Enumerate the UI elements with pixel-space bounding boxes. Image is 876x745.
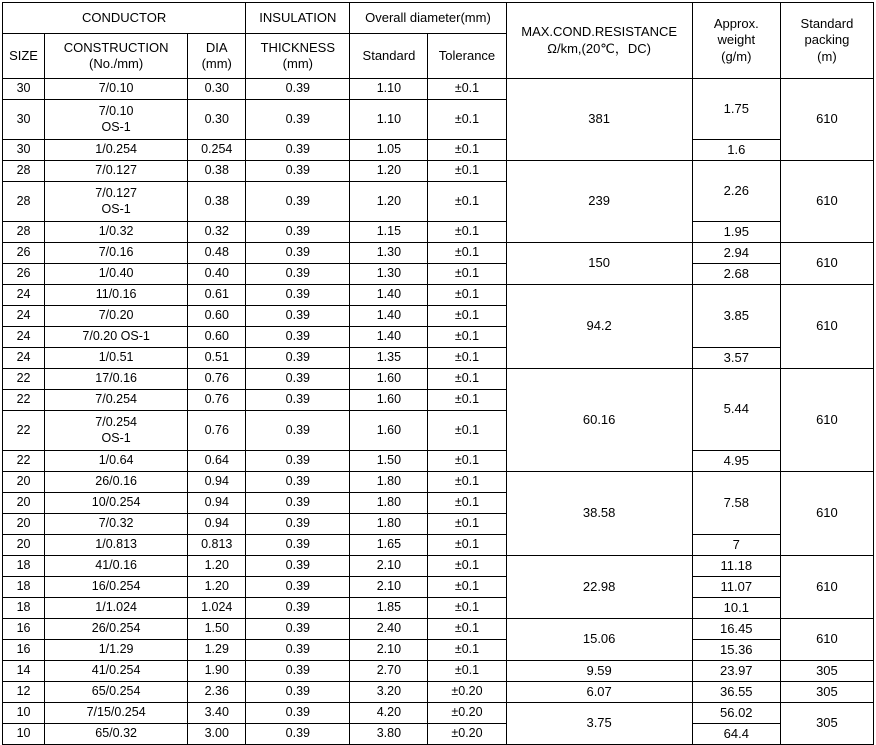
cell-size: 18: [3, 556, 45, 577]
cell-dia: 1.50: [188, 619, 246, 640]
header-group-insulation: INSULATION: [246, 3, 350, 34]
cell-size: 28: [3, 182, 45, 222]
cell-standard-diameter: 2.40: [350, 619, 428, 640]
construction-line2: OS-1: [101, 430, 131, 445]
cell-size: 10: [3, 724, 45, 745]
cell-tolerance: ±0.1: [428, 535, 506, 556]
header-dia: [188, 34, 246, 79]
cell-tolerance: ±0.1: [428, 556, 506, 577]
cell-dia: 3.00: [188, 724, 246, 745]
wire-specification-table: [2, 2, 874, 745]
cell-thickness: 0.39: [246, 369, 350, 390]
cell-weight: 10.1: [692, 598, 780, 619]
cell-size: 30: [3, 100, 45, 140]
cell-standard-diameter: 1.60: [350, 390, 428, 411]
cell-weight: 7: [692, 535, 780, 556]
cell-construction: [45, 100, 188, 140]
cell-thickness: 0.39: [246, 390, 350, 411]
table-body: [3, 79, 874, 745]
cell-standard-diameter: 1.60: [350, 411, 428, 451]
cell-size: 18: [3, 598, 45, 619]
cell-packing: 610: [780, 243, 873, 285]
cell-standard-diameter: 1.65: [350, 535, 428, 556]
cell-dia: 0.38: [188, 182, 246, 222]
cell-weight: 7.58: [692, 472, 780, 535]
cell-standard-diameter: 2.10: [350, 556, 428, 577]
cell-weight: 56.02: [692, 703, 780, 724]
header-standard-diameter: Standard: [350, 34, 428, 79]
cell-tolerance: ±0.20: [428, 682, 506, 703]
cell-construction: 1/0.813: [45, 535, 188, 556]
cell-construction: 1/0.40: [45, 264, 188, 285]
cell-tolerance: ±0.20: [428, 703, 506, 724]
cell-standard-diameter: 1.60: [350, 369, 428, 390]
cell-construction: 41/0.16: [45, 556, 188, 577]
cell-dia: 0.94: [188, 514, 246, 535]
cell-weight: 1.6: [692, 140, 780, 161]
cell-construction: 7/0.20: [45, 306, 188, 327]
header-weight-line3: (g/m): [721, 48, 752, 64]
cell-tolerance: ±0.1: [428, 182, 506, 222]
cell-tolerance: ±0.1: [428, 369, 506, 390]
cell-tolerance: ±0.1: [428, 640, 506, 661]
cell-dia: 0.94: [188, 493, 246, 514]
cell-size: 16: [3, 619, 45, 640]
table-header: [3, 3, 874, 79]
cell-resistance: 6.07: [506, 682, 692, 703]
header-resistance-line2: Ω/km,(20℃，DC): [547, 40, 652, 56]
cell-tolerance: ±0.1: [428, 327, 506, 348]
cell-packing: 305: [780, 682, 873, 703]
header-construction-line2: (No./mm): [89, 56, 144, 71]
cell-construction: 1/0.32: [45, 222, 188, 243]
cell-tolerance: ±0.1: [428, 306, 506, 327]
cell-thickness: 0.39: [246, 682, 350, 703]
cell-dia: 0.30: [188, 79, 246, 100]
cell-size: 10: [3, 703, 45, 724]
cell-size: 22: [3, 369, 45, 390]
cell-dia: 0.51: [188, 348, 246, 369]
header-dia-line1: DIA: [205, 39, 228, 55]
cell-standard-diameter: 1.35: [350, 348, 428, 369]
header-weight-line1: Approx.: [713, 16, 759, 32]
cell-tolerance: ±0.1: [428, 514, 506, 535]
cell-dia: 0.94: [188, 472, 246, 493]
cell-dia: 0.76: [188, 390, 246, 411]
cell-construction: 17/0.16: [45, 369, 188, 390]
cell-resistance: 9.59: [506, 661, 692, 682]
cell-weight: 2.68: [692, 264, 780, 285]
header-construction-line1: CONSTRUCTION: [63, 39, 169, 55]
cell-tolerance: ±0.1: [428, 140, 506, 161]
cell-thickness: 0.39: [246, 264, 350, 285]
construction-line2: OS-1: [101, 201, 131, 216]
cell-construction: 1/0.64: [45, 451, 188, 472]
table-row: [3, 577, 874, 598]
cell-size: 14: [3, 661, 45, 682]
cell-packing: 610: [780, 472, 873, 556]
cell-tolerance: ±0.1: [428, 243, 506, 264]
cell-standard-diameter: 1.10: [350, 100, 428, 140]
cell-dia: 0.76: [188, 411, 246, 451]
cell-size: 22: [3, 390, 45, 411]
cell-dia: 0.32: [188, 222, 246, 243]
cell-dia: 1.024: [188, 598, 246, 619]
construction-line2: OS-1: [101, 119, 131, 134]
cell-packing: 610: [780, 369, 873, 472]
cell-construction: 7/0.20 OS-1: [45, 327, 188, 348]
cell-thickness: 0.39: [246, 161, 350, 182]
cell-weight: 2.94: [692, 243, 780, 264]
header-size: SIZE: [3, 34, 45, 79]
cell-tolerance: ±0.1: [428, 411, 506, 451]
cell-dia: 0.30: [188, 100, 246, 140]
cell-thickness: 0.39: [246, 493, 350, 514]
cell-size: 24: [3, 348, 45, 369]
cell-thickness: 0.39: [246, 724, 350, 745]
cell-weight: 3.57: [692, 348, 780, 369]
cell-dia: 0.48: [188, 243, 246, 264]
cell-tolerance: ±0.1: [428, 598, 506, 619]
table-row: [3, 140, 874, 161]
construction-line1: 7/0.127: [95, 185, 137, 200]
cell-construction: 1/0.254: [45, 140, 188, 161]
cell-construction: [45, 411, 188, 451]
cell-tolerance: ±0.1: [428, 577, 506, 598]
cell-construction: 65/0.32: [45, 724, 188, 745]
cell-construction: 65/0.254: [45, 682, 188, 703]
cell-weight: 11.07: [692, 577, 780, 598]
table-row: [3, 556, 874, 577]
cell-standard-diameter: 1.40: [350, 285, 428, 306]
cell-standard-diameter: 1.80: [350, 493, 428, 514]
cell-size: 20: [3, 514, 45, 535]
cell-standard-diameter: 1.20: [350, 161, 428, 182]
cell-construction: 7/0.10: [45, 79, 188, 100]
cell-thickness: 0.39: [246, 535, 350, 556]
table-row: [3, 222, 874, 243]
header-thickness-line2: (mm): [282, 56, 313, 71]
cell-size: 22: [3, 451, 45, 472]
cell-dia: 1.90: [188, 661, 246, 682]
cell-thickness: 0.39: [246, 514, 350, 535]
cell-thickness: 0.39: [246, 640, 350, 661]
cell-dia: 0.60: [188, 327, 246, 348]
cell-weight: 4.95: [692, 451, 780, 472]
cell-thickness: 0.39: [246, 222, 350, 243]
cell-construction: 7/0.127: [45, 161, 188, 182]
cell-tolerance: ±0.20: [428, 724, 506, 745]
cell-packing: 610: [780, 79, 873, 161]
header-dia-line2: (mm): [201, 56, 232, 71]
cell-size: 12: [3, 682, 45, 703]
cell-tolerance: ±0.1: [428, 100, 506, 140]
cell-resistance: 3.75: [506, 703, 692, 745]
cell-size: 20: [3, 493, 45, 514]
cell-dia: 0.61: [188, 285, 246, 306]
cell-construction: 11/0.16: [45, 285, 188, 306]
table-row: [3, 703, 874, 724]
cell-dia: 0.40: [188, 264, 246, 285]
cell-construction: 26/0.16: [45, 472, 188, 493]
table-row: [3, 598, 874, 619]
cell-size: 28: [3, 222, 45, 243]
construction-line1: 7/0.10: [98, 103, 134, 118]
cell-standard-diameter: 1.40: [350, 327, 428, 348]
cell-thickness: 0.39: [246, 79, 350, 100]
cell-weight: 2.26: [692, 161, 780, 222]
construction-line1: 7/0.254: [95, 414, 137, 429]
table-row: [3, 472, 874, 493]
cell-construction: 7/0.254: [45, 390, 188, 411]
table-row: [3, 369, 874, 390]
cell-packing: 610: [780, 619, 873, 661]
cell-standard-diameter: 3.20: [350, 682, 428, 703]
cell-packing: 305: [780, 661, 873, 682]
cell-dia: 1.20: [188, 556, 246, 577]
header-group-overall-diameter: Overall diameter(mm): [350, 3, 506, 34]
cell-resistance: 38.58: [506, 472, 692, 556]
cell-thickness: 0.39: [246, 306, 350, 327]
cell-tolerance: ±0.1: [428, 390, 506, 411]
cell-resistance: 15.06: [506, 619, 692, 661]
header-packing-line2: packing: [804, 32, 850, 48]
cell-tolerance: ±0.1: [428, 161, 506, 182]
cell-weight: 16.45: [692, 619, 780, 640]
cell-tolerance: ±0.1: [428, 661, 506, 682]
cell-dia: 2.36: [188, 682, 246, 703]
cell-tolerance: ±0.1: [428, 222, 506, 243]
cell-thickness: 0.39: [246, 451, 350, 472]
cell-resistance: 60.16: [506, 369, 692, 472]
cell-tolerance: ±0.1: [428, 264, 506, 285]
cell-construction: 1/1.29: [45, 640, 188, 661]
cell-dia: 0.60: [188, 306, 246, 327]
cell-construction: 41/0.254: [45, 661, 188, 682]
header-tolerance: Tolerance: [428, 34, 506, 79]
table-row: [3, 619, 874, 640]
header-thickness-line1: THICKNESS: [260, 39, 336, 55]
cell-packing: 610: [780, 161, 873, 243]
cell-standard-diameter: 1.40: [350, 306, 428, 327]
cell-packing: 610: [780, 556, 873, 619]
cell-dia: 0.813: [188, 535, 246, 556]
cell-size: 30: [3, 140, 45, 161]
cell-size: 20: [3, 535, 45, 556]
header-standard-packing: [780, 3, 873, 79]
cell-construction: 7/0.32: [45, 514, 188, 535]
cell-packing: 610: [780, 285, 873, 369]
cell-construction: 1/1.024: [45, 598, 188, 619]
cell-thickness: 0.39: [246, 100, 350, 140]
cell-weight: 5.44: [692, 369, 780, 451]
table-row: [3, 451, 874, 472]
header-max-cond-resistance: [506, 3, 692, 79]
cell-standard-diameter: 1.80: [350, 514, 428, 535]
cell-standard-diameter: 1.15: [350, 222, 428, 243]
cell-construction: 7/15/0.254: [45, 703, 188, 724]
cell-standard-diameter: 1.30: [350, 243, 428, 264]
table-row: [3, 661, 874, 682]
header-thickness: [246, 34, 350, 79]
cell-thickness: 0.39: [246, 598, 350, 619]
cell-dia: 3.40: [188, 703, 246, 724]
cell-resistance: 239: [506, 161, 692, 243]
table-row: [3, 682, 874, 703]
cell-tolerance: ±0.1: [428, 79, 506, 100]
cell-size: 18: [3, 577, 45, 598]
cell-thickness: 0.39: [246, 472, 350, 493]
cell-thickness: 0.39: [246, 182, 350, 222]
cell-construction: 10/0.254: [45, 493, 188, 514]
cell-dia: 0.38: [188, 161, 246, 182]
cell-size: 26: [3, 264, 45, 285]
table-row: [3, 535, 874, 556]
header-packing-line3: (m): [817, 48, 837, 64]
cell-size: 22: [3, 411, 45, 451]
cell-construction: 26/0.254: [45, 619, 188, 640]
cell-size: 30: [3, 79, 45, 100]
cell-dia: 0.76: [188, 369, 246, 390]
cell-standard-diameter: 1.80: [350, 472, 428, 493]
cell-thickness: 0.39: [246, 556, 350, 577]
cell-standard-diameter: 3.80: [350, 724, 428, 745]
header-construction: [45, 34, 188, 79]
cell-size: 24: [3, 285, 45, 306]
cell-thickness: 0.39: [246, 619, 350, 640]
cell-weight: 36.55: [692, 682, 780, 703]
cell-thickness: 0.39: [246, 411, 350, 451]
cell-tolerance: ±0.1: [428, 285, 506, 306]
cell-dia: 1.29: [188, 640, 246, 661]
cell-thickness: 0.39: [246, 140, 350, 161]
cell-dia: 0.64: [188, 451, 246, 472]
cell-standard-diameter: 1.30: [350, 264, 428, 285]
cell-size: 24: [3, 327, 45, 348]
cell-standard-diameter: 1.05: [350, 140, 428, 161]
cell-weight: 1.75: [692, 79, 780, 140]
cell-weight: 23.97: [692, 661, 780, 682]
cell-thickness: 0.39: [246, 243, 350, 264]
cell-standard-diameter: 4.20: [350, 703, 428, 724]
cell-standard-diameter: 1.85: [350, 598, 428, 619]
cell-construction: 16/0.254: [45, 577, 188, 598]
cell-tolerance: ±0.1: [428, 493, 506, 514]
cell-weight: 1.95: [692, 222, 780, 243]
cell-standard-diameter: 2.10: [350, 577, 428, 598]
cell-construction: 7/0.16: [45, 243, 188, 264]
cell-tolerance: ±0.1: [428, 348, 506, 369]
cell-thickness: 0.39: [246, 661, 350, 682]
table-row: [3, 264, 874, 285]
cell-thickness: 0.39: [246, 703, 350, 724]
table-row: [3, 348, 874, 369]
cell-tolerance: ±0.1: [428, 619, 506, 640]
cell-packing: 305: [780, 703, 873, 745]
cell-standard-diameter: 1.10: [350, 79, 428, 100]
cell-size: 16: [3, 640, 45, 661]
header-resistance-line1: MAX.COND.RESISTANCE: [521, 24, 678, 40]
cell-weight: 64.4: [692, 724, 780, 745]
cell-resistance: 94.2: [506, 285, 692, 369]
cell-weight: 11.18: [692, 556, 780, 577]
header-approx-weight: [692, 3, 780, 79]
cell-size: 28: [3, 161, 45, 182]
cell-thickness: 0.39: [246, 348, 350, 369]
table-row: [3, 161, 874, 182]
cell-size: 24: [3, 306, 45, 327]
table-row: [3, 243, 874, 264]
cell-standard-diameter: 1.50: [350, 451, 428, 472]
cell-thickness: 0.39: [246, 285, 350, 306]
cell-construction: 1/0.51: [45, 348, 188, 369]
table-row: [3, 640, 874, 661]
header-weight-line2: weight: [717, 32, 756, 48]
header-group-conductor: CONDUCTOR: [3, 3, 246, 34]
cell-standard-diameter: 1.20: [350, 182, 428, 222]
cell-construction: [45, 182, 188, 222]
cell-weight: 3.85: [692, 285, 780, 348]
cell-standard-diameter: 2.70: [350, 661, 428, 682]
cell-thickness: 0.39: [246, 327, 350, 348]
cell-tolerance: ±0.1: [428, 451, 506, 472]
cell-dia: 0.254: [188, 140, 246, 161]
cell-size: 20: [3, 472, 45, 493]
table-row: [3, 79, 874, 100]
table-row: [3, 285, 874, 306]
cell-resistance: 150: [506, 243, 692, 285]
table-row: [3, 724, 874, 745]
cell-dia: 1.20: [188, 577, 246, 598]
cell-size: 26: [3, 243, 45, 264]
cell-resistance: 22.98: [506, 556, 692, 619]
cell-standard-diameter: 2.10: [350, 640, 428, 661]
cell-thickness: 0.39: [246, 577, 350, 598]
header-packing-line1: Standard: [800, 16, 854, 32]
cell-tolerance: ±0.1: [428, 472, 506, 493]
cell-resistance: 381: [506, 79, 692, 161]
cell-weight: 15.36: [692, 640, 780, 661]
